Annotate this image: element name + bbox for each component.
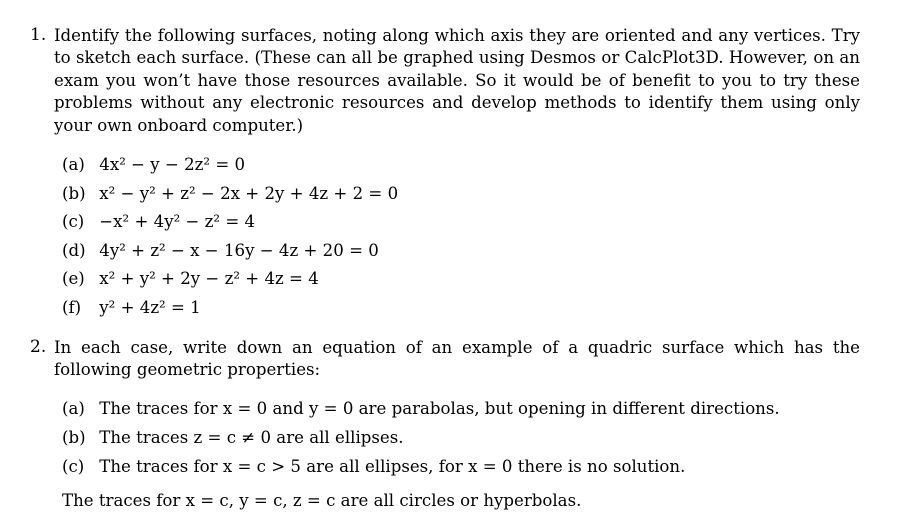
problem-2-item-b <box>62 423 862 452</box>
item-text: The traces for x = c > 5 are all ellipses, for x = 0 there is no solution. <box>99 457 686 476</box>
item-equation: 4x² − y − 2z² = 0 <box>99 155 246 174</box>
problem-1 <box>30 25 860 137</box>
item-label: (c) <box>62 457 85 476</box>
item-label: (f) <box>62 297 82 317</box>
problem-1-item-c <box>62 208 862 237</box>
problem-1-item-e <box>62 265 862 294</box>
problem-1-item-a <box>62 151 862 180</box>
item-label: (d) <box>62 240 86 260</box>
item-text: The traces for x = 0 and y = 0 are parabolas, but opening in different directions. <box>99 399 780 418</box>
problem-2-items <box>62 394 862 481</box>
item-label: (a) <box>62 399 85 418</box>
problem-1-items <box>62 151 862 322</box>
item-equation: 4y² + z² − x − 16y − 4z + 20 = 0 <box>99 240 379 260</box>
item-equation: x² + y² + 2y − z² + 4z = 4 <box>99 269 319 288</box>
problem-2-text: In each case, write down an equation of an example of a quadric surface which has the following geometric properties: <box>54 338 860 380</box>
cutoff-text: The traces for x = c, y = c, z = c are all circles or hyperbolas. <box>62 491 582 510</box>
problem-2-item-c <box>62 452 862 481</box>
problem-2-item-a <box>62 394 862 423</box>
problem-2-number: 2. <box>30 337 47 357</box>
cutoff-line <box>30 490 860 510</box>
item-equation: −x² + 4y² − z² = 4 <box>99 212 256 231</box>
problem-1-item-f <box>62 294 862 323</box>
item-equation: x² − y² + z² − 2x + 2y + 4z + 2 = 0 <box>99 183 399 203</box>
item-label: (c) <box>62 212 85 231</box>
problem-1-item-b <box>62 180 862 209</box>
item-label: (a) <box>62 155 85 174</box>
item-label: (b) <box>62 183 86 203</box>
problem-1-text: Identify the following surfaces, noting along which axis they are oriented and any vertices. Try to sketch each surface. (These can all be graphed using Desmos or CalcPlot3D. However, on an exam you won’t have those resources available. So it would be of benefit to you to try these problems without any electronic resources and develop methods to identify them using only your own onboard computer.) <box>54 26 860 135</box>
item-equation: y² + 4z² = 1 <box>99 297 201 317</box>
item-label: (b) <box>62 428 86 447</box>
problem-2 <box>30 337 860 382</box>
problem-1-number: 1. <box>30 25 47 45</box>
item-text: The traces z = c ≠ 0 are all ellipses. <box>99 428 404 447</box>
item-label: (e) <box>62 269 85 288</box>
problem-1-item-d <box>62 237 862 266</box>
